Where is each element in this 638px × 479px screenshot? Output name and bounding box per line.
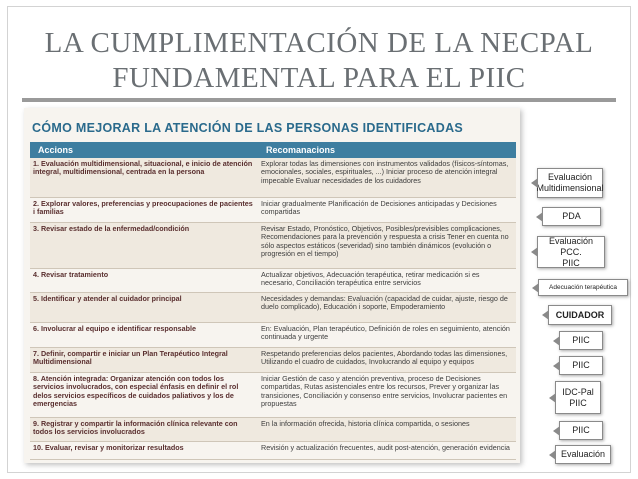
callout-arrow	[553, 336, 560, 346]
callout-label: Adecuación terapéutica	[549, 284, 617, 291]
table-row	[30, 323, 516, 348]
callout-evaluacion	[555, 445, 611, 464]
table-row	[30, 418, 516, 442]
row-recommendation: Actualizar objetivos, Adecuación terapéutica, retirar medicación si es necesario, Conciliación terapéutica entre servicios	[261, 270, 480, 288]
table-row	[30, 198, 516, 223]
table-heading: CÓMO MEJORAR LA ATENCIÓN DE LAS PERSONAS IDENTIFICADAS	[32, 121, 464, 135]
callout-idc-pal	[555, 381, 601, 414]
row-action: 3. Revisar estado de la enfermedad/condición	[33, 224, 190, 233]
row-action: 6. Involucrar al equipo e identificar responsable	[33, 324, 196, 333]
row-recommendation: Revisar Estado, Pronóstico, Objetivos, Posibles/previsibles complicaciones, Recomendaciones para la prevención y respuesta a crisis Tener en cuenta no sólo aspectos estáticos (severidad) sino también dinámicos (evolución o progresión en el tiempo)	[261, 224, 509, 259]
callout-pda	[542, 207, 601, 226]
row-recommendation: Iniciar Gestión de caso y atención preventiva, proceso de Decisiones compartidas, Rutas asistenciales entre los recursos, Prever y organizar las transiciones, Conciliación y consenso entre servicios, Involucrar pacientes en propuestas	[261, 374, 508, 409]
row-recommendation: En: Evaluación, Plan terapéutico, Definición de roles en seguimiento, atención continuada y urgente	[261, 324, 510, 342]
callout-label: IDC-Pal PIIC	[562, 386, 594, 408]
callout-arrow	[542, 310, 549, 320]
slide-title-line-1: LA CUMPLIMENTACIÓN DE LA NECPAL	[44, 27, 594, 59]
callout-arrow	[536, 212, 543, 222]
table-row	[30, 293, 516, 323]
row-recommendation: Iniciar gradualmente Planificación de Decisiones anticipadas y Decisiones compartidas	[261, 199, 497, 217]
table-row	[30, 223, 516, 269]
column-header-accions: Accions	[38, 145, 74, 155]
callout-arrow	[532, 283, 539, 293]
callout-arrow	[553, 361, 560, 371]
row-recommendation: Explorar todas las dimensiones con instrumentos validados (físicos-síntomas, emocionales, sociales, espirituales, ...) Iniciar proceso de atención integral impecable Evaluar necesidades de los cuidadores	[261, 159, 509, 185]
callout-arrow	[549, 393, 556, 403]
callout-piic-2	[559, 356, 603, 375]
callout-label: PDA	[562, 211, 581, 221]
callout-piic-3	[559, 421, 603, 440]
row-action: 9. Registrar y compartir la información clínica relevante con todos los servicios involucrados	[33, 419, 238, 437]
callout-label: CUIDADOR	[555, 309, 605, 320]
column-header-recomanacions: Recomanacions	[266, 145, 336, 155]
row-action: 2. Explorar valores, preferencias y preocupaciones de pacientes i familias	[33, 199, 253, 217]
row-action: 8. Atención integrada: Organizar atención con todos los servicios involucrados, con especial énfasis en definir el rol delos servicios específicos de cuidados paliativos y los de emergencias	[33, 374, 239, 409]
row-recommendation: Necesidades y demandas: Evaluación (capacidad de cuidar, ajuste, riesgo de duelo complicado), Educación i soporte, Empoderamiento	[261, 294, 508, 312]
callout-label: PIIC	[572, 335, 590, 345]
callout-label: Evaluación	[560, 449, 606, 459]
table-row	[30, 158, 516, 198]
callout-label: PIIC	[572, 425, 590, 435]
row-action: 1. Evaluación multidimensional, situacional, e inicio de atención integral, multidimensional, centrada en la persona	[33, 159, 253, 177]
table-header-row	[30, 142, 516, 158]
slide-title-line-2: FUNDAMENTAL PARA EL PIIC	[112, 62, 526, 94]
row-recommendation: Respetando preferencias delos pacientes, Abordando todas las dimensiones, Utilizando el cuadro de cuidados, Involucrando al equipo y equipos	[261, 349, 508, 367]
callout-label: PIIC	[572, 360, 590, 370]
recommendations-table	[24, 108, 520, 463]
row-action: 4. Revisar tratamiento	[33, 270, 109, 279]
table-row	[30, 269, 516, 293]
callout-evaluacion-pcc	[537, 236, 605, 268]
callout-arrow	[553, 426, 560, 436]
row-action: 5. Identificar y atender al cuidador principal	[33, 294, 182, 303]
callout-arrow	[549, 450, 556, 460]
table-row	[30, 348, 516, 373]
row-recommendation: Revisión y actualización frecuentes, audit post-atención, generación evidencia	[261, 443, 510, 452]
callout-arrow	[531, 247, 538, 257]
callout-label: Evaluación Multidimensional	[536, 172, 604, 193]
row-action: 7. Definir, compartir e iniciar un Plan Terapéutico Integral Multidimensional	[33, 349, 228, 367]
callout-label: Evaluación PCC. PIIC	[548, 235, 594, 268]
callout-adecuacion-terapeutica	[538, 279, 628, 296]
callout-piic-1	[559, 331, 603, 350]
callout-cuidador	[548, 305, 612, 325]
title-divider	[22, 98, 616, 102]
row-recommendation: En la información ofrecida, historia clínica compartida, o sesiones	[261, 419, 470, 428]
table-row	[30, 373, 516, 418]
callout-arrow	[531, 178, 538, 188]
table-row	[30, 442, 516, 460]
row-action: 10. Evaluar, revisar y monitorizar resultados	[33, 443, 184, 452]
callout-evaluacion-multidimensional	[537, 168, 603, 198]
slide-title	[20, 26, 618, 96]
